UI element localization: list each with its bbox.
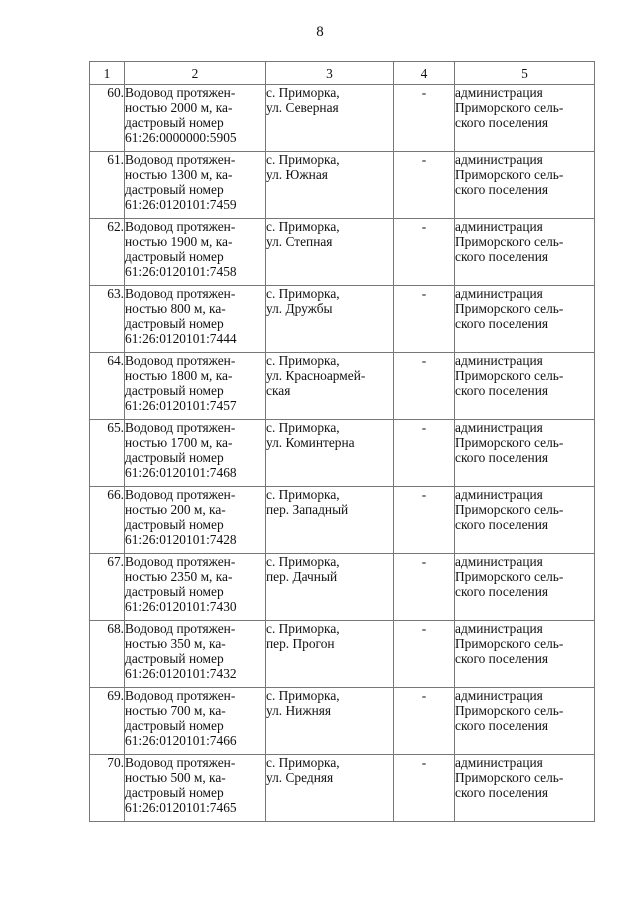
object-description-line: дастровый номер (125, 182, 224, 197)
table-row (90, 755, 595, 822)
object-description-line: ностью 1700 м, ка- (125, 435, 233, 450)
holder-line: администрация (455, 219, 543, 234)
object-description-line: 61:26:0120101:7459 (125, 197, 237, 212)
address-line: ул. Степная (266, 234, 333, 249)
address-line: с. Приморка, (266, 353, 340, 368)
column-4-cell: - (394, 755, 455, 822)
address-line: с. Приморка, (266, 487, 340, 502)
object-description-cell (125, 688, 266, 755)
holder-line: администрация (455, 755, 543, 770)
address-line: ул. Дружбы (266, 301, 333, 316)
object-description-line: 61:26:0120101:7457 (125, 398, 237, 413)
address-cell (266, 152, 394, 219)
object-description-line: ностью 800 м, ка- (125, 301, 226, 316)
address-line: с. Приморка, (266, 621, 340, 636)
address-cell (266, 219, 394, 286)
holder-line: ского поселения (455, 249, 549, 264)
table-row (90, 487, 595, 554)
table-row (90, 353, 595, 420)
object-description-line: Водовод протяжен- (125, 85, 236, 100)
row-number: 66. (90, 487, 125, 554)
object-description-cell (125, 621, 266, 688)
object-description-cell (125, 353, 266, 420)
address-line: ул. Северная (266, 100, 339, 115)
holder-line: администрация (455, 85, 543, 100)
object-description-line: Водовод протяжен- (125, 420, 236, 435)
column-4-cell: - (394, 487, 455, 554)
column-4-cell: - (394, 621, 455, 688)
object-description-line: дастровый номер (125, 651, 224, 666)
address-line: пер. Западный (266, 502, 349, 517)
address-line: ул. Нижняя (266, 703, 332, 718)
holder-cell (455, 554, 595, 621)
holder-cell (455, 621, 595, 688)
object-description-line: Водовод протяжен- (125, 219, 236, 234)
table-row (90, 85, 595, 152)
object-description-line: 61:26:0120101:7444 (125, 331, 237, 346)
holder-line: Приморского сель- (455, 770, 564, 785)
row-number: 61. (90, 152, 125, 219)
holder-line: Приморского сель- (455, 167, 564, 182)
column-4-cell: - (394, 152, 455, 219)
column-4-cell: - (394, 85, 455, 152)
holder-line: Приморского сель- (455, 234, 564, 249)
holder-line: администрация (455, 554, 543, 569)
holder-line: администрация (455, 420, 543, 435)
table-row (90, 688, 595, 755)
address-cell (266, 286, 394, 353)
object-description-line: Водовод протяжен- (125, 621, 236, 636)
holder-line: администрация (455, 621, 543, 636)
address-cell (266, 621, 394, 688)
holder-line: администрация (455, 688, 543, 703)
row-number: 67. (90, 554, 125, 621)
address-cell (266, 85, 394, 152)
object-description-line: 61:26:0120101:7466 (125, 733, 237, 748)
table-row (90, 420, 595, 487)
address-cell (266, 487, 394, 554)
address-cell (266, 353, 394, 420)
object-description-line: Водовод протяжен- (125, 487, 236, 502)
holder-cell (455, 688, 595, 755)
address-line: с. Приморка, (266, 85, 340, 100)
address-line: с. Приморка, (266, 219, 340, 234)
address-line: пер. Прогон (266, 636, 335, 651)
address-line: с. Приморка, (266, 688, 340, 703)
row-number: 69. (90, 688, 125, 755)
object-description-line: ностью 1900 м, ка- (125, 234, 233, 249)
address-cell (266, 688, 394, 755)
object-description-line: 61:26:0000000:5905 (125, 130, 237, 145)
column-4-cell: - (394, 286, 455, 353)
column-header-2: 2 (125, 62, 266, 85)
address-line: с. Приморка, (266, 420, 340, 435)
address-line: с. Приморка, (266, 554, 340, 569)
holder-cell (455, 755, 595, 822)
row-number: 63. (90, 286, 125, 353)
holder-line: ского поселения (455, 718, 549, 733)
object-description-cell (125, 85, 266, 152)
object-description-cell (125, 554, 266, 621)
address-line: ул. Средняя (266, 770, 334, 785)
object-description-line: 61:26:0120101:7430 (125, 599, 237, 614)
object-description-line: Водовод протяжен- (125, 755, 236, 770)
object-description-line: дастровый номер (125, 718, 224, 733)
address-line: с. Приморка, (266, 755, 340, 770)
object-description-line: 61:26:0120101:7458 (125, 264, 237, 279)
object-description-line: Водовод протяжен- (125, 286, 236, 301)
holder-line: Приморского сель- (455, 368, 564, 383)
object-description-line: дастровый номер (125, 584, 224, 599)
column-header-5: 5 (455, 62, 595, 85)
holder-line: ского поселения (455, 115, 549, 130)
column-header-3: 3 (266, 62, 394, 85)
property-registry-table (89, 61, 595, 822)
address-cell (266, 755, 394, 822)
holder-line: ского поселения (455, 517, 549, 532)
holder-line: ского поселения (455, 785, 549, 800)
holder-cell (455, 152, 595, 219)
holder-line: ского поселения (455, 316, 549, 331)
object-description-line: дастровый номер (125, 316, 224, 331)
object-description-line: Водовод протяжен- (125, 152, 236, 167)
object-description-line: ностью 200 м, ка- (125, 502, 226, 517)
address-line: ул. Красноармей- (266, 368, 366, 383)
object-description-line: ностью 1300 м, ка- (125, 167, 233, 182)
object-description-cell (125, 755, 266, 822)
holder-cell (455, 353, 595, 420)
address-line: пер. Дачный (266, 569, 338, 584)
object-description-cell (125, 152, 266, 219)
holder-line: Приморского сель- (455, 703, 564, 718)
object-description-cell (125, 286, 266, 353)
object-description-line: ностью 350 м, ка- (125, 636, 226, 651)
holder-line: администрация (455, 487, 543, 502)
column-header-4: 4 (394, 62, 455, 85)
table-header-row (90, 62, 595, 85)
address-line: ская (266, 383, 291, 398)
object-description-line: дастровый номер (125, 115, 224, 130)
address-cell (266, 554, 394, 621)
object-description-line: дастровый номер (125, 383, 224, 398)
holder-line: Приморского сель- (455, 301, 564, 316)
page-number: 8 (316, 24, 324, 40)
object-description-line: 61:26:0120101:7465 (125, 800, 237, 815)
holder-line: ского поселения (455, 383, 549, 398)
holder-line: администрация (455, 286, 543, 301)
object-description-line: ностью 2350 м, ка- (125, 569, 233, 584)
object-description-line: Водовод протяжен- (125, 688, 236, 703)
address-cell (266, 420, 394, 487)
table-row (90, 554, 595, 621)
holder-cell (455, 420, 595, 487)
holder-line: ского поселения (455, 584, 549, 599)
holder-line: ского поселения (455, 651, 549, 666)
holder-line: администрация (455, 152, 543, 167)
object-description-cell (125, 487, 266, 554)
holder-line: ского поселения (455, 182, 549, 197)
object-description-line: ностью 500 м, ка- (125, 770, 226, 785)
object-description-line: ностью 700 м, ка- (125, 703, 226, 718)
address-line: ул. Южная (266, 167, 328, 182)
object-description-line: ностью 2000 м, ка- (125, 100, 233, 115)
address-line: с. Приморка, (266, 286, 340, 301)
object-description-line: Водовод протяжен- (125, 554, 236, 569)
object-description-line: Водовод протяжен- (125, 353, 236, 368)
row-number: 70. (90, 755, 125, 822)
holder-cell (455, 286, 595, 353)
row-number: 64. (90, 353, 125, 420)
row-number: 65. (90, 420, 125, 487)
row-number: 60. (90, 85, 125, 152)
column-4-cell: - (394, 353, 455, 420)
holder-line: Приморского сель- (455, 502, 564, 517)
address-line: с. Приморка, (266, 152, 340, 167)
table-row (90, 621, 595, 688)
object-description-cell (125, 420, 266, 487)
holder-line: Приморского сель- (455, 435, 564, 450)
holder-cell (455, 219, 595, 286)
column-4-cell: - (394, 219, 455, 286)
table-row (90, 286, 595, 353)
object-description-line: дастровый номер (125, 785, 224, 800)
object-description-line: 61:26:0120101:7428 (125, 532, 237, 547)
holder-cell (455, 85, 595, 152)
row-number: 62. (90, 219, 125, 286)
object-description-line: ностью 1800 м, ка- (125, 368, 233, 383)
holder-line: ского поселения (455, 450, 549, 465)
table-row (90, 219, 595, 286)
holder-line: Приморского сель- (455, 636, 564, 651)
object-description-line: дастровый номер (125, 450, 224, 465)
column-4-cell: - (394, 554, 455, 621)
row-number: 68. (90, 621, 125, 688)
holder-line: администрация (455, 353, 543, 368)
object-description-line: 61:26:0120101:7468 (125, 465, 237, 480)
address-line: ул. Коминтерна (266, 435, 355, 450)
object-description-line: дастровый номер (125, 517, 224, 532)
holder-cell (455, 487, 595, 554)
holder-line: Приморского сель- (455, 569, 564, 584)
column-4-cell: - (394, 688, 455, 755)
object-description-line: 61:26:0120101:7432 (125, 666, 237, 681)
object-description-line: дастровый номер (125, 249, 224, 264)
object-description-cell (125, 219, 266, 286)
holder-line: Приморского сель- (455, 100, 564, 115)
column-header-1: 1 (90, 62, 125, 85)
table-row (90, 152, 595, 219)
column-4-cell: - (394, 420, 455, 487)
